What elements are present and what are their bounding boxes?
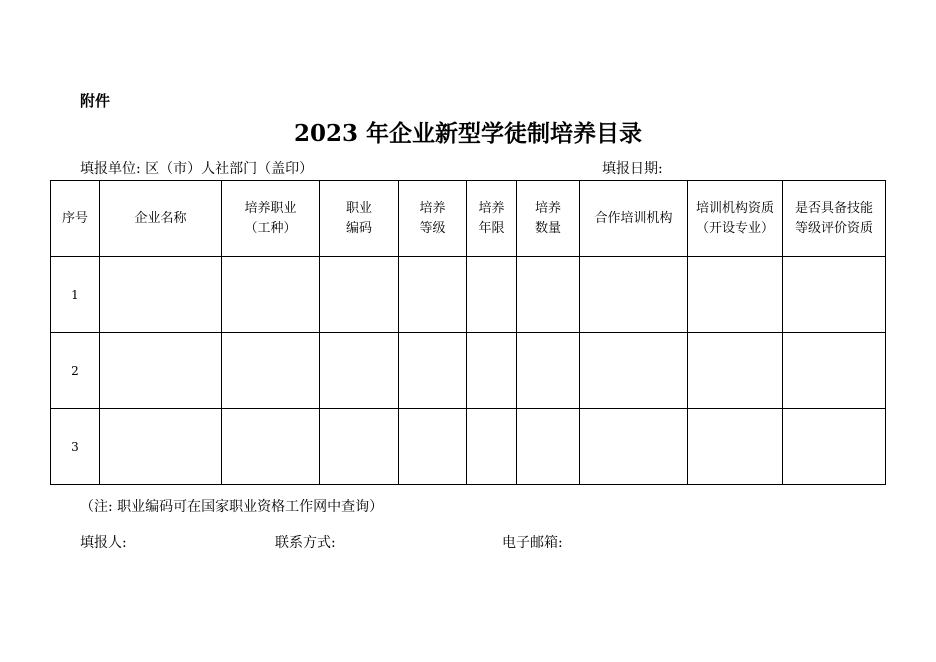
row-seq-cell: 1 bbox=[51, 257, 100, 333]
col-header-institution-qualification: 培训机构资质 （开设专业） bbox=[688, 181, 783, 257]
institution-qualification-cell bbox=[688, 333, 783, 409]
reporting-unit-label: 填报单位: 区（市）人社部门（盖印） bbox=[80, 161, 314, 177]
col-header-training-years: 培养 年限 bbox=[467, 181, 517, 257]
training-count-cell bbox=[517, 333, 580, 409]
training-count-cell bbox=[517, 257, 580, 333]
training-years-cell bbox=[467, 333, 517, 409]
training-level-cell bbox=[399, 333, 467, 409]
col-header-company-name: 企业名称 bbox=[100, 181, 222, 257]
skill-evaluation-cell bbox=[783, 409, 886, 485]
col-header-seq: 序号 bbox=[51, 181, 100, 257]
partner-institution-cell bbox=[580, 409, 688, 485]
skill-evaluation-cell bbox=[783, 333, 886, 409]
partner-institution-cell bbox=[580, 333, 688, 409]
col-header-occupation: 培养职业 （工种） bbox=[222, 181, 320, 257]
document-title: 2023 年企业新型学徒制培养目录 bbox=[293, 120, 643, 147]
reporting-date-label: 填报日期: bbox=[602, 161, 663, 177]
skill-evaluation-cell bbox=[783, 257, 886, 333]
training-years-cell bbox=[467, 257, 517, 333]
row-seq-cell: 2 bbox=[51, 333, 100, 409]
col-header-training-level: 培养 等级 bbox=[399, 181, 467, 257]
filler-label: 填报人: bbox=[80, 535, 127, 551]
table-row bbox=[51, 333, 886, 409]
company-name-cell bbox=[100, 333, 222, 409]
occupation-code-cell bbox=[320, 409, 399, 485]
attachment-label: 附件 bbox=[80, 92, 111, 110]
occupation-cell bbox=[222, 333, 320, 409]
table-header-row bbox=[51, 181, 886, 257]
col-header-training-count: 培养 数量 bbox=[517, 181, 580, 257]
training-level-cell bbox=[399, 257, 467, 333]
company-name-cell bbox=[100, 257, 222, 333]
training-count-cell bbox=[517, 409, 580, 485]
col-header-skill-evaluation: 是否具备技能 等级评价资质 bbox=[783, 181, 886, 257]
training-level-cell bbox=[399, 409, 467, 485]
table-row bbox=[51, 257, 886, 333]
occupation-cell bbox=[222, 257, 320, 333]
institution-qualification-cell bbox=[688, 409, 783, 485]
email-label: 电子邮箱: bbox=[502, 535, 563, 551]
occupation-cell bbox=[222, 409, 320, 485]
partner-institution-cell bbox=[580, 257, 688, 333]
footnote: （注: 职业编码可在国家职业资格工作网中查询） bbox=[80, 499, 384, 515]
company-name-cell bbox=[100, 409, 222, 485]
col-header-occupation-code: 职业 编码 bbox=[320, 181, 399, 257]
table-row bbox=[51, 409, 886, 485]
apprenticeship-catalog-table bbox=[50, 180, 886, 485]
row-seq-cell: 3 bbox=[51, 409, 100, 485]
occupation-code-cell bbox=[320, 257, 399, 333]
contact-label: 联系方式: bbox=[275, 535, 336, 551]
occupation-code-cell bbox=[320, 333, 399, 409]
col-header-partner-institution: 合作培训机构 bbox=[580, 181, 688, 257]
training-years-cell bbox=[467, 409, 517, 485]
institution-qualification-cell bbox=[688, 257, 783, 333]
